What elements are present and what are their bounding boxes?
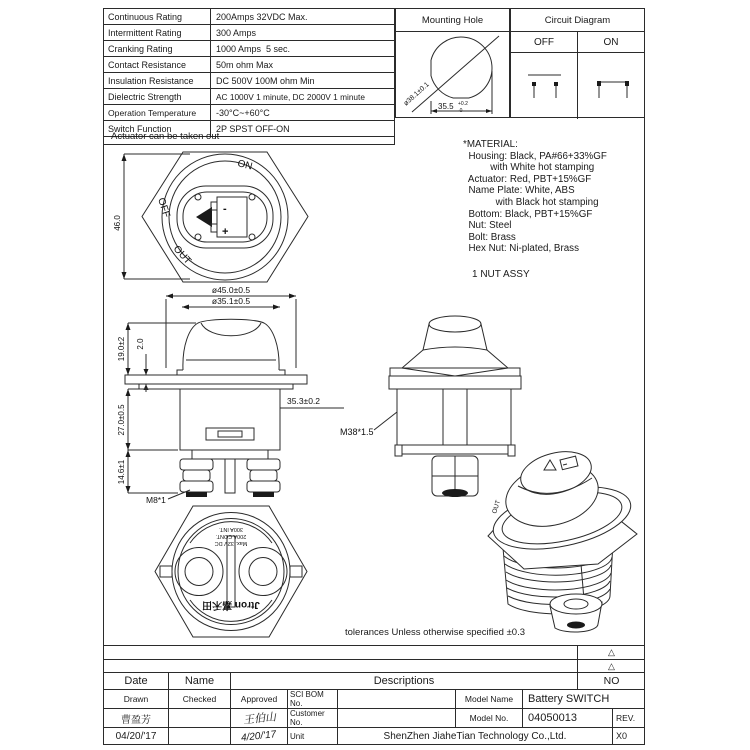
table-row	[104, 25, 394, 41]
revision-row	[104, 646, 578, 660]
mounting-hole-title: Mounting Hole	[396, 9, 509, 32]
spec-label: Switch Function	[104, 121, 211, 136]
spec-value: 1000 Amps 5 sec.	[216, 43, 291, 54]
material-line: Name Plate: White, ABS	[463, 185, 575, 197]
circuit-state-row	[511, 32, 644, 53]
approved-date-signature: 4/20/'17	[231, 728, 288, 745]
rating-stamp	[215, 526, 248, 546]
terminal-bolt-right	[247, 459, 280, 497]
front-dim-actuator-h: 19.0±2	[117, 336, 126, 362]
battery-icon	[196, 197, 247, 238]
header-descriptions: Descriptions	[231, 673, 578, 690]
front-dim-inner: ø35.1±0.5	[211, 296, 251, 306]
mounting-hole-panel	[395, 8, 510, 118]
material-line: Nut: Steel	[463, 220, 512, 232]
svg-text:+: +	[222, 226, 229, 238]
hole-diameter-label: ø38.1±0.1	[402, 81, 431, 108]
label-rev: REV.	[613, 709, 645, 728]
bottom-view-drawing	[146, 498, 316, 642]
label-sci-bom: SCI BOM No.	[288, 690, 338, 709]
circuit-diagram-title: Circuit Diagram	[511, 9, 644, 32]
revision-marker: △	[578, 660, 645, 673]
off-position-label: OFF	[155, 196, 172, 219]
circuit-off-label: OFF	[511, 32, 578, 52]
actuator-note: Actuator can be taken out	[103, 128, 395, 145]
material-line: with White hot stamping	[463, 162, 595, 174]
spec-value: 2P SPST OFF-ON	[216, 123, 290, 134]
hex-nut-bottom	[550, 594, 602, 632]
spec-value: 50m ohm Max	[216, 59, 274, 70]
hole-width-tol-up: +0.2	[458, 101, 468, 107]
material-line: Bottom: Black, PBT+15%GF	[463, 208, 593, 220]
svg-text:-: -	[223, 203, 227, 215]
material-line: Bolt: Brass	[463, 231, 516, 243]
label-drawn: Drawn	[104, 690, 169, 709]
label-customer-no: Customer No.	[288, 709, 338, 728]
front-dim-body-h: 27.0±0.5	[117, 404, 126, 436]
svg-text:Jtron 嘉禾田: Jtron 嘉禾田	[202, 599, 260, 610]
drawn-date-value: 04/20/'17	[104, 728, 169, 745]
terminal-right	[239, 548, 287, 596]
circuit-on-label: ON	[603, 36, 619, 48]
hole-width-tol-dn: -0	[458, 108, 463, 114]
model-name-value: Battery SWITCH	[523, 690, 645, 709]
drawn-by-value: 曹盈芳	[104, 709, 169, 728]
checked-by-value	[169, 709, 231, 728]
label-approved: Approved	[231, 690, 288, 709]
spec-table	[103, 8, 395, 137]
revision-marker: △	[578, 646, 645, 660]
perspective-out-label: OUT	[491, 499, 503, 515]
table-row	[104, 41, 394, 57]
label-unit: Unit	[288, 728, 338, 745]
svg-text:Max. 32V DC: Max. 32V DC	[214, 540, 248, 546]
title-block	[103, 645, 645, 745]
material-line: Actuator: Red, PBT+15%GF	[463, 173, 592, 185]
header-name: Name	[169, 673, 231, 690]
top-view-drawing	[110, 145, 320, 288]
top-view-height-dim: 46.0	[113, 215, 122, 231]
label-model-name: Model Name	[456, 690, 523, 709]
off-symbol	[528, 75, 561, 98]
table-row	[104, 73, 394, 89]
material-line: Hex Nut: Ni-plated, Brass	[463, 243, 579, 255]
revision-row	[104, 660, 578, 673]
mounting-hole-drawing	[396, 32, 509, 118]
spec-value: 200Amps 32VDC Max.	[216, 11, 308, 22]
spec-label: Insulation Resistance	[104, 73, 211, 88]
out-position-label: OUT	[170, 243, 194, 267]
front-dim-outer: ø45.0±0.5	[211, 285, 251, 295]
front-view-drawing	[106, 282, 346, 514]
material-line: *MATERIAL:	[463, 139, 518, 150]
brand-stamp	[202, 599, 260, 612]
spec-label: Intermittent Rating	[104, 25, 211, 40]
svg-text:200A CONT.: 200A CONT.	[215, 533, 247, 539]
rev-value: X0	[613, 728, 645, 745]
bolt-thread-label: M8*1	[146, 495, 166, 505]
spec-value: DC 500V 100M ohm Min	[216, 75, 315, 86]
perspective-view-drawing	[452, 436, 644, 641]
spec-label: Operation Temperature	[104, 105, 211, 120]
material-notes	[463, 139, 607, 255]
material-line: with Black hot stamping	[463, 196, 599, 208]
spec-label: Contact Resistance	[104, 57, 211, 72]
nut-assy-note: 1 NUT ASSY	[472, 269, 530, 280]
label-model-no: Model No.	[456, 709, 523, 728]
hole-width-label: 35.5	[438, 102, 454, 111]
approved-signature: 王伯山	[231, 709, 288, 728]
barrel-thread-label: M38*1.5	[340, 427, 374, 437]
company-name: ShenZhen JiaheTian Technology Co.,Ltd.	[338, 728, 613, 745]
table-row	[104, 89, 394, 105]
customer-no-value	[338, 709, 456, 728]
spec-label: Cranking Rating	[104, 41, 211, 56]
table-row	[104, 9, 394, 25]
spec-value: 300 Amps	[216, 27, 257, 38]
terminal-left	[175, 548, 223, 596]
material-line: Housing: Black, PA#66+33%GF	[463, 150, 607, 162]
model-no-value: 04050013	[523, 709, 613, 728]
sci-bom-value	[338, 690, 456, 709]
spec-label: Continuous Rating	[104, 9, 211, 24]
table-row	[104, 105, 394, 121]
header-date: Date	[104, 673, 169, 690]
spec-value: -30°C~+60°C	[216, 107, 270, 118]
circuit-diagram-panel	[510, 8, 645, 118]
terminal-bolt-left	[180, 459, 213, 497]
header-no: NO	[578, 673, 645, 690]
table-row	[104, 57, 394, 73]
tolerance-note: tolerances Unless otherwise specified ±0.3	[345, 627, 525, 638]
svg-text:300A INT.: 300A INT.	[219, 526, 243, 532]
on-position-label: ON	[236, 158, 254, 173]
label-checked: Checked	[169, 690, 231, 709]
checked-date-value	[169, 728, 231, 745]
front-dim-across: 35.3±0.2	[287, 396, 321, 406]
spec-label: Dielectric Strength	[104, 89, 211, 104]
spec-value: AC 1000V 1 minute, DC 2000V 1 minute	[216, 91, 365, 102]
front-dim-terminal-h: 14.6±1	[117, 459, 126, 485]
front-dim-plate: 2.0	[136, 338, 145, 350]
on-symbol	[597, 81, 629, 98]
circuit-symbols	[511, 53, 644, 119]
